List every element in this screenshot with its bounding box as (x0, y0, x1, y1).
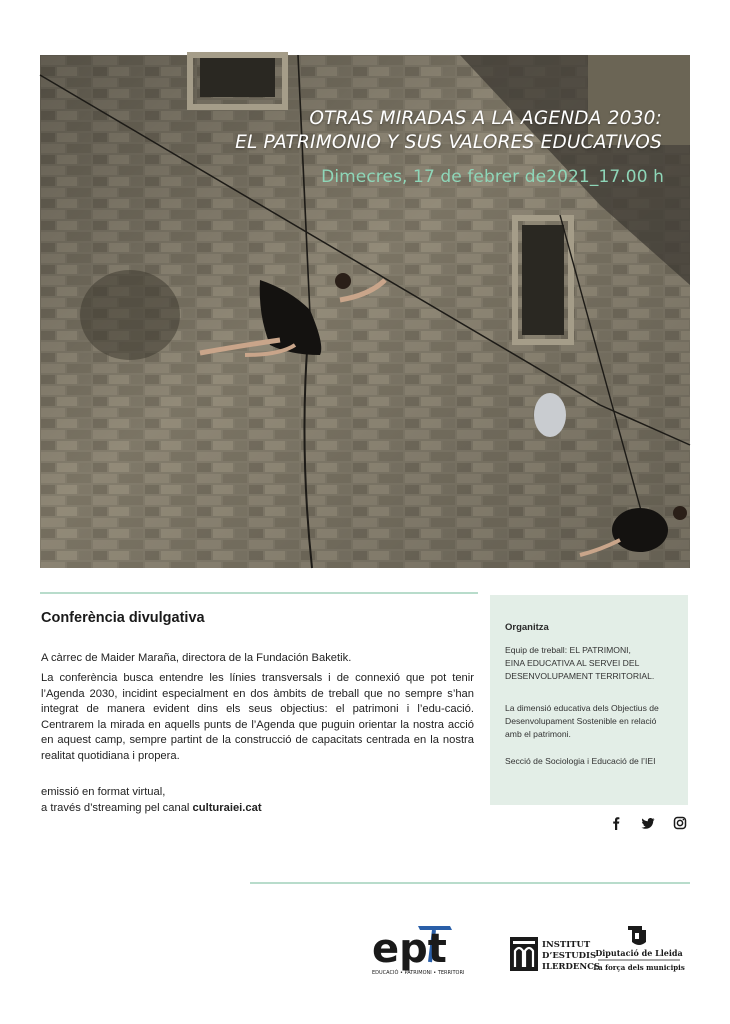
organizer-item-2-line2: Desenvolupament Sostenible en relació (505, 716, 657, 726)
section-divider-bottom (250, 882, 690, 884)
organizer-heading: Organitza (505, 622, 549, 633)
organizer-item-1-line1: Equip de treball: EL PATRIMONI, (505, 645, 631, 655)
organizer-item-1 (505, 644, 683, 683)
iei-logo-mark (508, 933, 601, 977)
description-paragraph: La conferència busca entendre les línies transversals i de connexió que pot tenir l’Agenda 2030, incidint especialment en dos àmbits de treball que no sempre s’han integrat de manera evident dins els seus objectius: el patrimoni i l’edu-cació. Centrarem la mirada en aquells punts de l’Agenda que puguin orientar la nostra acció en aquest camp, sempre partint de la construcció de capacitats centrada en la nostra realitat quotidiana i propera. (41, 672, 474, 762)
organizer-item-1-line3: DESENVOLUPAMENT TERRITORIAL. (505, 671, 655, 681)
organizer-item-1-line2: EINA EDUCATIVA AL SERVEI DEL (505, 658, 640, 668)
broadcast-channel-link[interactable]: culturaiei.cat (192, 802, 262, 814)
diputacio-name: Diputació de Lleida (595, 948, 683, 958)
logo-iei (508, 933, 601, 977)
broadcast-prefix: a través d’streaming pel canal (41, 802, 193, 814)
event-date: Dimecres, 17 de febrer de2021_17.00 h (321, 167, 664, 187)
organizer-item-2-line1: La dimensió educativa dels Objectius de (505, 703, 659, 713)
iei-line1: INSTITUT (542, 940, 591, 950)
speaker-line: A càrrec de Maider Maraña, directora de la Fundación Baketik. (41, 652, 352, 664)
diputacio-tagline: La força dels municipis (593, 963, 685, 972)
iei-line3: ILERDENCS (542, 962, 601, 972)
ept-logo-mark (368, 922, 465, 980)
ept-logo-text: ept (372, 926, 447, 972)
hero-title-line2: EL PATRIMONIO Y SUS VALORES EDUCATIVOS (235, 132, 662, 153)
diputacio-logo-mark (594, 924, 684, 976)
hero-photo (40, 55, 690, 568)
instagram-icon[interactable] (672, 815, 688, 831)
iei-line2: D’ESTUDIS (542, 951, 597, 961)
organizer-item-3: Secció de Sociologia i Educació de l’IEI (505, 756, 656, 766)
broadcast-line1: emissió en format virtual, (41, 786, 166, 798)
facebook-icon[interactable] (608, 815, 624, 831)
organizer-item-2 (505, 702, 683, 741)
hero-title-line1: OTRAS MIRADAS A LA AGENDA 2030: (309, 108, 662, 129)
organizer-box (490, 595, 688, 805)
hero-title (235, 107, 662, 155)
ept-logo-tagline: EDUCACIÓ • PATRIMONI • TERRITORI (372, 970, 465, 976)
twitter-icon[interactable] (640, 815, 656, 831)
section-divider-top (40, 592, 478, 594)
section-title: Conferència divulgativa (41, 610, 205, 626)
logo-diputacio (594, 924, 684, 976)
logo-ept (368, 922, 465, 980)
organizer-item-2-line3: amb el patrimoni. (505, 729, 571, 739)
broadcast-line2 (41, 801, 474, 817)
